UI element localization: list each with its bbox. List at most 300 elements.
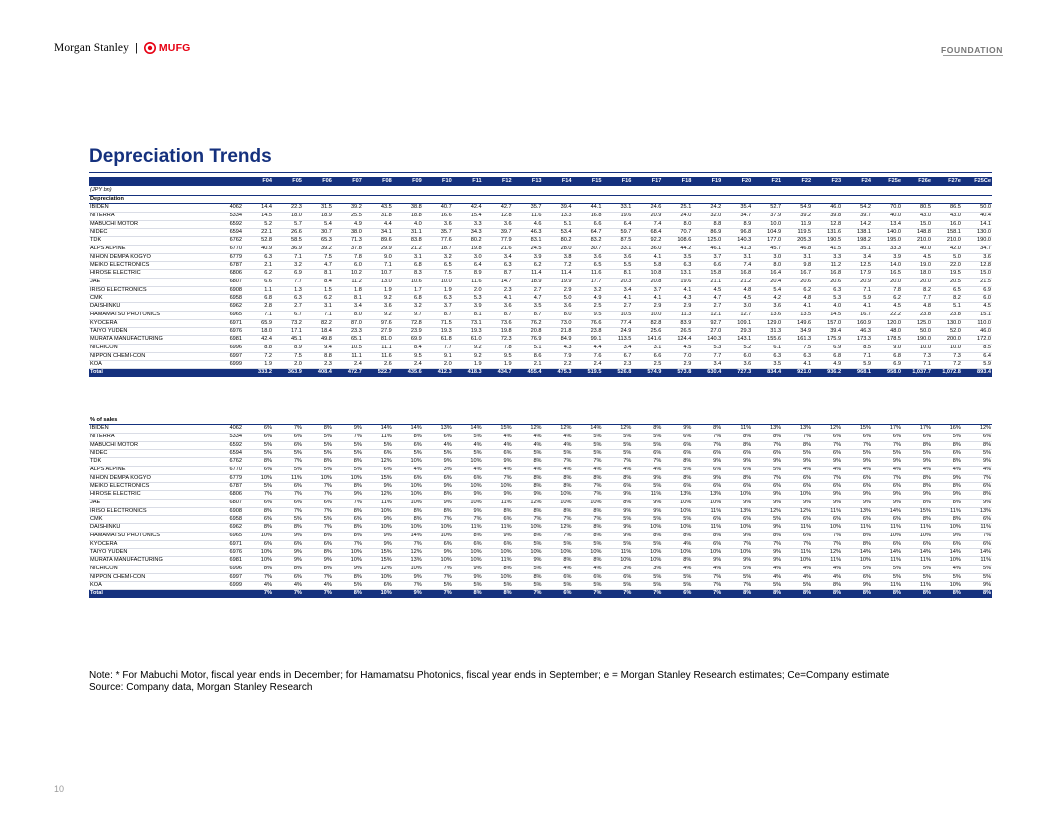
value-cell: 5.4 xyxy=(303,220,333,228)
ticker-code: 6996 xyxy=(214,565,243,573)
value-cell: 6% xyxy=(423,474,453,482)
value-cell: 44.1 xyxy=(573,204,603,212)
value-cell: 4% xyxy=(692,565,722,573)
value-cell: 53.4 xyxy=(543,229,573,237)
value-cell: 5% xyxy=(453,450,483,458)
value-cell: 10.0 xyxy=(423,278,453,286)
value-cell: 16.0 xyxy=(932,220,962,228)
value-cell: 11.1 xyxy=(363,344,393,352)
value-cell: 6% xyxy=(932,450,962,458)
value-cell: 3.6 xyxy=(363,303,393,311)
value-cell: 5% xyxy=(602,582,632,590)
value-cell: 10.5 xyxy=(602,311,632,319)
value-cell: 8% xyxy=(333,532,363,540)
company-name: ALPS ALPINE xyxy=(89,245,214,253)
value-cell: 5% xyxy=(513,582,543,590)
value-cell: 13.0 xyxy=(363,278,393,286)
value-cell: 6% xyxy=(692,516,722,524)
value-cell: 9% xyxy=(273,532,303,540)
value-cell: 3% xyxy=(602,565,632,573)
value-cell: 77.4 xyxy=(602,319,632,327)
value-cell: 10.0 xyxy=(632,311,662,319)
value-cell: 6% xyxy=(273,573,303,581)
value-cell: 7% xyxy=(303,491,333,499)
total-value-cell: 8% xyxy=(782,590,812,599)
value-cell: 9% xyxy=(483,491,513,499)
value-cell: 7% xyxy=(872,441,902,449)
value-cell: 7% xyxy=(692,441,722,449)
value-cell: 10% xyxy=(543,491,573,499)
value-cell: 5% xyxy=(243,450,273,458)
value-cell: 10% xyxy=(812,524,842,532)
value-cell: 6.2 xyxy=(513,262,543,270)
value-cell: 4% xyxy=(932,466,962,474)
ticker-code: 6807 xyxy=(214,278,243,286)
value-cell: 11% xyxy=(483,557,513,565)
table-row xyxy=(89,573,992,581)
value-cell: 10% xyxy=(662,524,692,532)
value-cell: 4.5 xyxy=(902,253,932,261)
value-cell: 9% xyxy=(752,557,782,565)
ticker-code: 6908 xyxy=(214,507,243,515)
ticker-code: 5334 xyxy=(214,433,243,441)
value-cell: 7% xyxy=(303,483,333,491)
value-cell: 7% xyxy=(812,474,842,482)
value-cell: 5% xyxy=(243,441,273,449)
value-cell: 3.6 xyxy=(602,253,632,261)
value-cell: 6% xyxy=(662,441,692,449)
value-cell: 21.2 xyxy=(722,278,752,286)
value-cell: 158.1 xyxy=(932,229,962,237)
value-cell: 36.9 xyxy=(273,245,303,253)
value-cell: 7% xyxy=(333,540,363,548)
value-cell: 4.7 xyxy=(303,262,333,270)
value-cell: 8.1 xyxy=(453,311,483,319)
value-cell: 140.3 xyxy=(692,336,722,344)
company-name: NIHON DEMPA KOGYO xyxy=(89,474,214,482)
column-header: F16 xyxy=(602,177,632,186)
value-cell: 14.1 xyxy=(962,220,992,228)
value-cell: 8.1 xyxy=(303,270,333,278)
value-cell: 10% xyxy=(932,582,962,590)
value-cell: 10% xyxy=(243,532,273,540)
value-cell: 16.6 xyxy=(423,212,453,220)
value-cell: 7.2 xyxy=(543,262,573,270)
value-cell: 86.5 xyxy=(932,204,962,212)
value-cell: 8% xyxy=(962,491,992,499)
value-cell: 11% xyxy=(812,507,842,515)
value-cell: 7.8 xyxy=(483,344,513,352)
value-cell: 8% xyxy=(902,474,932,482)
value-cell: 7.4 xyxy=(632,220,662,228)
value-cell: 40.0 xyxy=(872,212,902,220)
total-value-cell: 7% xyxy=(303,590,333,599)
value-cell: 8% xyxy=(692,425,722,433)
value-cell: 8.0 xyxy=(333,311,363,319)
total-value-cell: 8% xyxy=(962,590,992,599)
value-cell: 65.9 xyxy=(243,319,273,327)
value-cell: 1.9 xyxy=(363,286,393,294)
value-cell: 7.1 xyxy=(303,311,333,319)
value-cell: 31.1 xyxy=(393,229,423,237)
total-value-cell: 7% xyxy=(513,590,543,599)
value-cell: 11.9 xyxy=(782,220,812,228)
value-cell: 9% xyxy=(602,507,632,515)
value-cell: 89.6 xyxy=(363,237,393,245)
value-cell: 190.0 xyxy=(902,336,932,344)
total-value-cell: 727.3 xyxy=(722,369,752,378)
value-cell: 6% xyxy=(782,516,812,524)
column-header: F23 xyxy=(812,177,842,186)
value-cell: 21.1 xyxy=(692,278,722,286)
value-cell: 46.3 xyxy=(513,229,543,237)
value-cell: 5% xyxy=(602,540,632,548)
value-cell: 3.6 xyxy=(483,303,513,311)
value-cell: 13.3 xyxy=(543,212,573,220)
value-cell: 18.0 xyxy=(273,212,303,220)
page-number: 10 xyxy=(54,784,65,794)
company-name: NIPPON CHEMI-CON xyxy=(89,352,214,360)
value-cell: 24.6 xyxy=(632,204,662,212)
value-cell: 5.0 xyxy=(932,253,962,261)
value-cell: 7% xyxy=(842,441,872,449)
value-cell: 9.8 xyxy=(782,262,812,270)
company-name: TAIYO YUDEN xyxy=(89,549,214,557)
value-cell: 172.0 xyxy=(962,336,992,344)
value-cell: 13% xyxy=(393,557,423,565)
value-cell: 125.0 xyxy=(692,237,722,245)
section-label: FOUNDATION xyxy=(940,45,1003,55)
company-name: KYOCERA xyxy=(89,319,214,327)
value-cell: 2.1 xyxy=(513,361,543,369)
value-cell: 10% xyxy=(513,549,543,557)
company-name: TDK xyxy=(89,458,214,466)
total-value-cell: 8% xyxy=(333,590,363,599)
value-cell: 19.3 xyxy=(453,328,483,336)
ticker-code: 6806 xyxy=(214,270,243,278)
value-cell: 52.0 xyxy=(932,328,962,336)
table-row xyxy=(89,352,992,360)
table-row xyxy=(89,295,992,303)
value-cell: 5% xyxy=(752,516,782,524)
value-cell: 5% xyxy=(782,450,812,458)
value-cell: 2.4 xyxy=(573,361,603,369)
value-cell: 9% xyxy=(752,524,782,532)
ticker-code: 6770 xyxy=(214,466,243,474)
value-cell: 140.3 xyxy=(722,237,752,245)
value-cell: 8% xyxy=(572,557,602,565)
value-cell: 7% xyxy=(303,573,333,581)
value-cell: 7.1 xyxy=(902,361,932,369)
value-cell: 6% xyxy=(902,433,932,441)
value-cell: 9% xyxy=(932,491,962,499)
value-cell: 8% xyxy=(572,474,602,482)
value-cell: 6.0 xyxy=(962,295,992,303)
ticker-code: 6787 xyxy=(214,262,243,270)
value-cell: 9% xyxy=(483,532,513,540)
value-cell: 6% xyxy=(722,483,752,491)
ticker-code: 4062 xyxy=(214,425,243,433)
value-cell: 5% xyxy=(872,565,902,573)
value-cell: 59.7 xyxy=(602,229,632,237)
company-name: KOA xyxy=(89,361,214,369)
value-cell: 140.0 xyxy=(872,229,902,237)
value-cell: 5% xyxy=(423,582,453,590)
total-value-cell: 333.2 xyxy=(243,369,273,378)
company-name: NICHICON xyxy=(89,565,214,573)
value-cell: 3.4 xyxy=(842,253,872,261)
value-cell: 5.9 xyxy=(842,295,872,303)
value-cell: 10% xyxy=(453,458,483,466)
morgan-stanley-wordmark: Morgan Stanley xyxy=(54,42,129,54)
value-cell: 42.0 xyxy=(932,245,962,253)
ticker-code: 6996 xyxy=(214,344,243,352)
value-cell: 9.5 xyxy=(573,311,603,319)
value-cell: 8% xyxy=(303,565,333,573)
title-rule xyxy=(89,172,992,173)
total-value-cell: 7% xyxy=(423,590,453,599)
value-cell: 3.6 xyxy=(752,303,782,311)
value-cell: 14.0 xyxy=(872,262,902,270)
value-cell: 8.9 xyxy=(453,270,483,278)
value-cell: 2.3 xyxy=(602,361,632,369)
value-cell: 3.0 xyxy=(752,253,782,261)
value-cell: 15% xyxy=(842,425,872,433)
value-cell: 9% xyxy=(632,499,662,507)
table-row xyxy=(89,540,992,548)
value-cell: 9% xyxy=(872,458,902,466)
total-value-cell: 434.7 xyxy=(483,369,513,378)
value-cell: 2.3 xyxy=(303,361,333,369)
total-value-cell: 8% xyxy=(902,590,932,599)
value-cell: 5% xyxy=(932,433,962,441)
table-row xyxy=(89,286,992,294)
value-cell: 7% xyxy=(812,441,842,449)
value-cell: 10.5 xyxy=(333,344,363,352)
value-cell: 34.9 xyxy=(782,328,812,336)
section-label-rule xyxy=(943,55,1003,56)
value-cell: 31.5 xyxy=(303,204,333,212)
value-cell: 20.8 xyxy=(513,328,543,336)
table-row xyxy=(89,311,992,319)
value-cell: 11.6 xyxy=(573,270,603,278)
value-cell: 8% xyxy=(632,532,662,540)
value-cell: 6% xyxy=(662,450,692,458)
value-cell: 9% xyxy=(363,516,393,524)
total-label: Total xyxy=(89,590,214,599)
value-cell: 6.4 xyxy=(453,262,483,270)
company-name: IBIDEN xyxy=(89,425,214,433)
value-cell: 4.1 xyxy=(632,253,662,261)
ticker-code: 6592 xyxy=(214,441,243,449)
value-cell: 10% xyxy=(543,549,573,557)
unit-label: (JPY bn) xyxy=(89,186,992,196)
value-cell: 8% xyxy=(543,483,573,491)
value-cell: 36.0 xyxy=(632,245,662,253)
value-cell: 124.4 xyxy=(662,336,692,344)
value-cell: 7% xyxy=(692,582,722,590)
value-cell: 5.1 xyxy=(513,344,543,352)
value-cell: 30.7 xyxy=(303,229,333,237)
value-cell: 161.3 xyxy=(782,336,812,344)
value-cell: 6% xyxy=(842,573,872,581)
value-cell: 12.5 xyxy=(842,262,872,270)
value-cell: 6% xyxy=(932,540,962,548)
value-cell: 18.9 xyxy=(513,278,543,286)
value-cell: 3% xyxy=(423,466,453,474)
value-cell: 12.7 xyxy=(722,311,752,319)
value-cell: 39.8 xyxy=(812,212,842,220)
company-name: MABUCHI MOTOR xyxy=(89,220,214,228)
value-cell: 2.9 xyxy=(662,361,692,369)
total-value-cell: 573.8 xyxy=(662,369,692,378)
value-cell: 11% xyxy=(872,582,902,590)
value-cell: 6.5 xyxy=(423,262,453,270)
value-cell: 5% xyxy=(902,573,932,581)
value-cell: 5% xyxy=(333,450,363,458)
value-cell: 210.0 xyxy=(932,237,962,245)
table-row xyxy=(89,565,992,573)
value-cell: 12.8 xyxy=(962,262,992,270)
value-cell: 29.9 xyxy=(363,245,393,253)
total-value-cell: 6% xyxy=(543,590,573,599)
value-cell: 5.1 xyxy=(932,303,962,311)
value-cell: 8.7 xyxy=(423,311,453,319)
value-cell: 6% xyxy=(962,483,992,491)
value-cell: 2.2 xyxy=(543,361,573,369)
table-row xyxy=(89,361,992,369)
value-cell: 9% xyxy=(632,507,662,515)
table-row xyxy=(89,491,992,499)
value-cell: 4% xyxy=(572,565,602,573)
value-cell: 5% xyxy=(303,433,333,441)
value-cell: 6% xyxy=(812,516,842,524)
header-code-cell xyxy=(214,177,243,186)
value-cell: 2.9 xyxy=(543,286,573,294)
value-cell: 10.0 xyxy=(932,344,962,352)
value-cell: 4% xyxy=(543,433,573,441)
value-cell: 21.2 xyxy=(393,245,423,253)
value-cell: 4% xyxy=(662,540,692,548)
value-cell: 34.1 xyxy=(363,229,393,237)
value-cell: 7% xyxy=(572,491,602,499)
value-cell: 1.8 xyxy=(333,286,363,294)
value-cell: 45.7 xyxy=(752,245,782,253)
value-cell: 10% xyxy=(662,507,692,515)
value-cell: 13.5 xyxy=(782,311,812,319)
value-cell: 11% xyxy=(842,524,872,532)
value-cell: 10% xyxy=(602,557,632,565)
value-cell: 4% xyxy=(812,573,842,581)
value-cell: 82.8 xyxy=(632,319,662,327)
company-name: DAISHINKU xyxy=(89,303,214,311)
value-cell: 92.7 xyxy=(692,319,722,327)
value-cell: 52.8 xyxy=(243,237,273,245)
value-cell: 4% xyxy=(752,565,782,573)
table-row xyxy=(89,344,992,352)
value-cell: 13.6 xyxy=(752,311,782,319)
ticker-code: 6958 xyxy=(214,295,243,303)
value-cell: 6.0 xyxy=(333,262,363,270)
value-cell: 7.7 xyxy=(902,295,932,303)
value-cell: 5% xyxy=(513,450,543,458)
value-cell: 5% xyxy=(303,466,333,474)
value-cell: 8% xyxy=(842,532,872,540)
total-value-cell: 574.9 xyxy=(632,369,662,378)
value-cell: 32.0 xyxy=(692,212,722,220)
value-cell: 8% xyxy=(333,573,363,581)
value-cell: 3.3 xyxy=(812,253,842,261)
value-cell: 14% xyxy=(453,425,483,433)
value-cell: 41.5 xyxy=(812,245,842,253)
value-cell: 61.8 xyxy=(423,336,453,344)
value-cell: 138.1 xyxy=(842,229,872,237)
value-cell: 20.6 xyxy=(782,278,812,286)
value-cell: 46.8 xyxy=(782,245,812,253)
ticker-code: 6997 xyxy=(214,352,243,360)
ticker-code: 6762 xyxy=(214,237,243,245)
value-cell: 40.0 xyxy=(902,245,932,253)
value-cell: 3.9 xyxy=(453,303,483,311)
column-header: F14 xyxy=(543,177,573,186)
value-cell: 109.1 xyxy=(722,319,752,327)
value-cell: 5.4 xyxy=(752,286,782,294)
value-cell: 37.9 xyxy=(752,212,782,220)
value-cell: 9% xyxy=(602,491,632,499)
value-cell: 6.8 xyxy=(393,295,423,303)
value-cell: 6% xyxy=(692,540,722,548)
mufg-logo-icon xyxy=(144,42,156,54)
value-cell: 4% xyxy=(453,441,483,449)
value-cell: 8% xyxy=(513,458,543,466)
value-cell: 17.1 xyxy=(273,328,303,336)
ticker-code: 6965 xyxy=(214,532,243,540)
value-cell: 9.2 xyxy=(363,311,393,319)
value-cell: 18.0 xyxy=(902,270,932,278)
value-cell: 11.6 xyxy=(453,278,483,286)
value-cell: 10.7 xyxy=(363,270,393,278)
value-cell: 12% xyxy=(602,425,632,433)
total-value-cell: 8% xyxy=(932,590,962,599)
value-cell: 7% xyxy=(572,458,602,466)
value-cell: 10% xyxy=(722,524,752,532)
total-value-cell: 8% xyxy=(722,590,752,599)
column-header: F18 xyxy=(662,177,692,186)
value-cell: 8% xyxy=(902,499,932,507)
value-cell: 5% xyxy=(543,450,573,458)
value-cell: 22.1 xyxy=(243,229,273,237)
value-cell: 5.7 xyxy=(273,220,303,228)
value-cell: 9% xyxy=(812,491,842,499)
total-value-cell: 7% xyxy=(243,590,273,599)
value-cell: 4% xyxy=(243,582,273,590)
value-cell: 8% xyxy=(453,532,483,540)
value-cell: 7.7 xyxy=(273,278,303,286)
value-cell: 70.0 xyxy=(872,204,902,212)
value-cell: 3.1 xyxy=(303,303,333,311)
value-cell: 7% xyxy=(812,532,842,540)
value-cell: 73.6 xyxy=(483,319,513,327)
value-cell: 5% xyxy=(722,565,752,573)
company-name: NIDEC xyxy=(89,229,214,237)
value-cell: 9% xyxy=(363,540,393,548)
value-cell: 9% xyxy=(902,458,932,466)
company-name: JAE xyxy=(89,499,214,507)
value-cell: 6% xyxy=(872,516,902,524)
value-cell: 4% xyxy=(872,466,902,474)
value-cell: 8% xyxy=(303,458,333,466)
value-cell: 2.0 xyxy=(423,361,453,369)
